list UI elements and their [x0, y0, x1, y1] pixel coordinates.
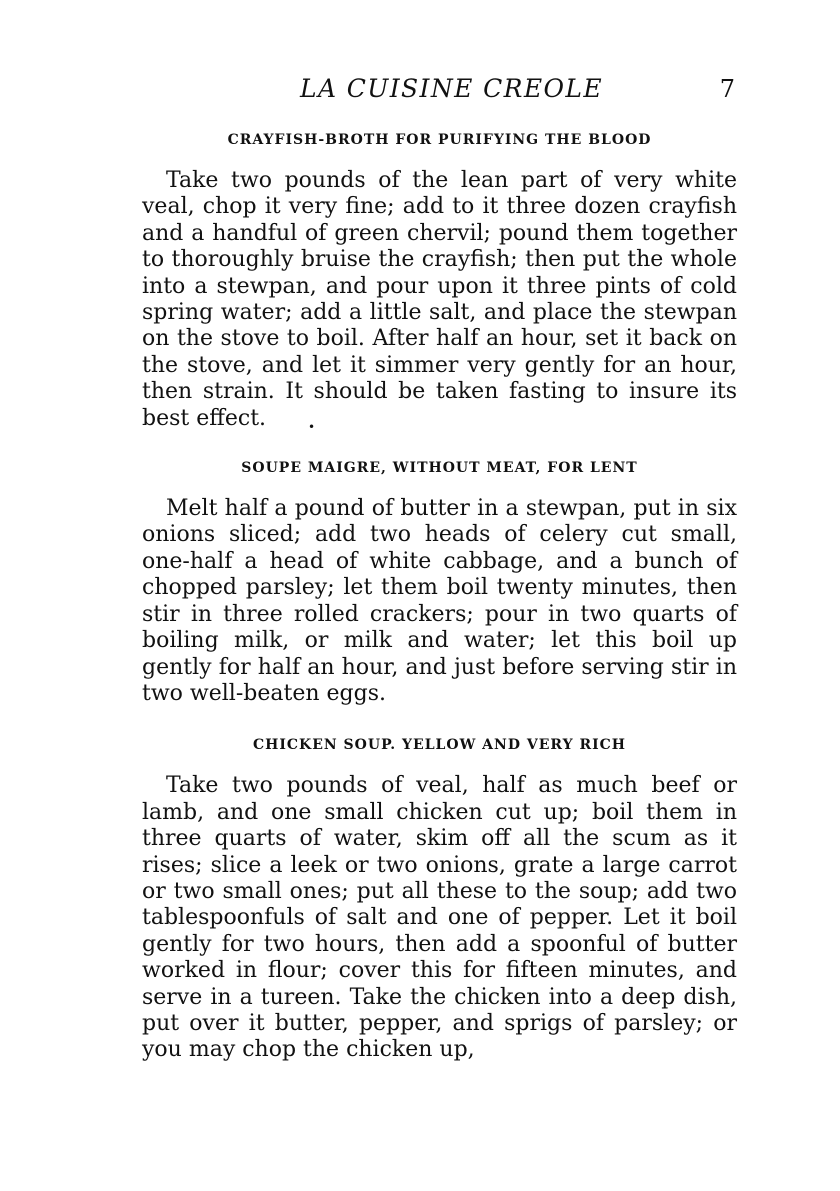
section-title: SOUPE MAIGRE, WITHOUT MEAT, FOR LENT — [241, 460, 638, 477]
running-head — [142, 72, 737, 112]
page-number: 7 — [719, 75, 735, 103]
book-title: LA CUISINE CREOLE — [299, 74, 604, 103]
book-page — [142, 72, 737, 1064]
section-body: Take two pounds of the lean part of very white veal, chop it very fine; add to it three dozen crayfish and a handful of green chervil; pound them together to thoroughly bruise the crayfish; then put the whole into a stewpan, and pour upon it three pints of cold spring water; add a little salt, and place the stewpan on the stove to boil. After half an hour, set it back on the stove, and let it simmer very gently for an hour, then strain. It should be taken fasting to insure its best effect. — [142, 168, 737, 431]
section-title: CHICKEN SOUP. YELLOW AND VERY RICH — [252, 737, 627, 754]
recipe-crayfish-broth — [142, 129, 737, 432]
recipe-chicken-soup — [142, 734, 737, 1063]
section-title: CRAYFISH-BROTH FOR PURIFYING THE BLOOD — [227, 132, 652, 148]
print-speck: • — [308, 420, 316, 434]
section-body: Melt half a pound of butter in a stewpan, put in six onions sliced; add two heads of celery cut small, one-half a head of white cabbage, and a bunch of chopped parsley; let them boil twenty minutes, then stir in three rolled crackers; pour in two quarts of boiling milk, or milk and water; let this boil up gently for half an hour, and just before serving stir in two well-beaten eggs. — [142, 496, 737, 706]
recipe-soupe-maigre — [142, 457, 737, 707]
section-body: Take two pounds of veal, half as much beef or lamb, and one small chicken cut up; boil them in three quarts of water, skim off all the scum as it rises; slice a leek or two onions, grate a large carrot or two small ones; put all these to the soup; add two tablespoonfuls of salt and one of pepper. Let it boil gently for two hours, then add a spoonful of butter worked in flour; cover this for fifteen minutes, and serve in a tureen. Take the chicken into a deep dish, put over it butter, pepper, and sprigs of parsley; or you may chop the chicken up, — [142, 773, 737, 1063]
